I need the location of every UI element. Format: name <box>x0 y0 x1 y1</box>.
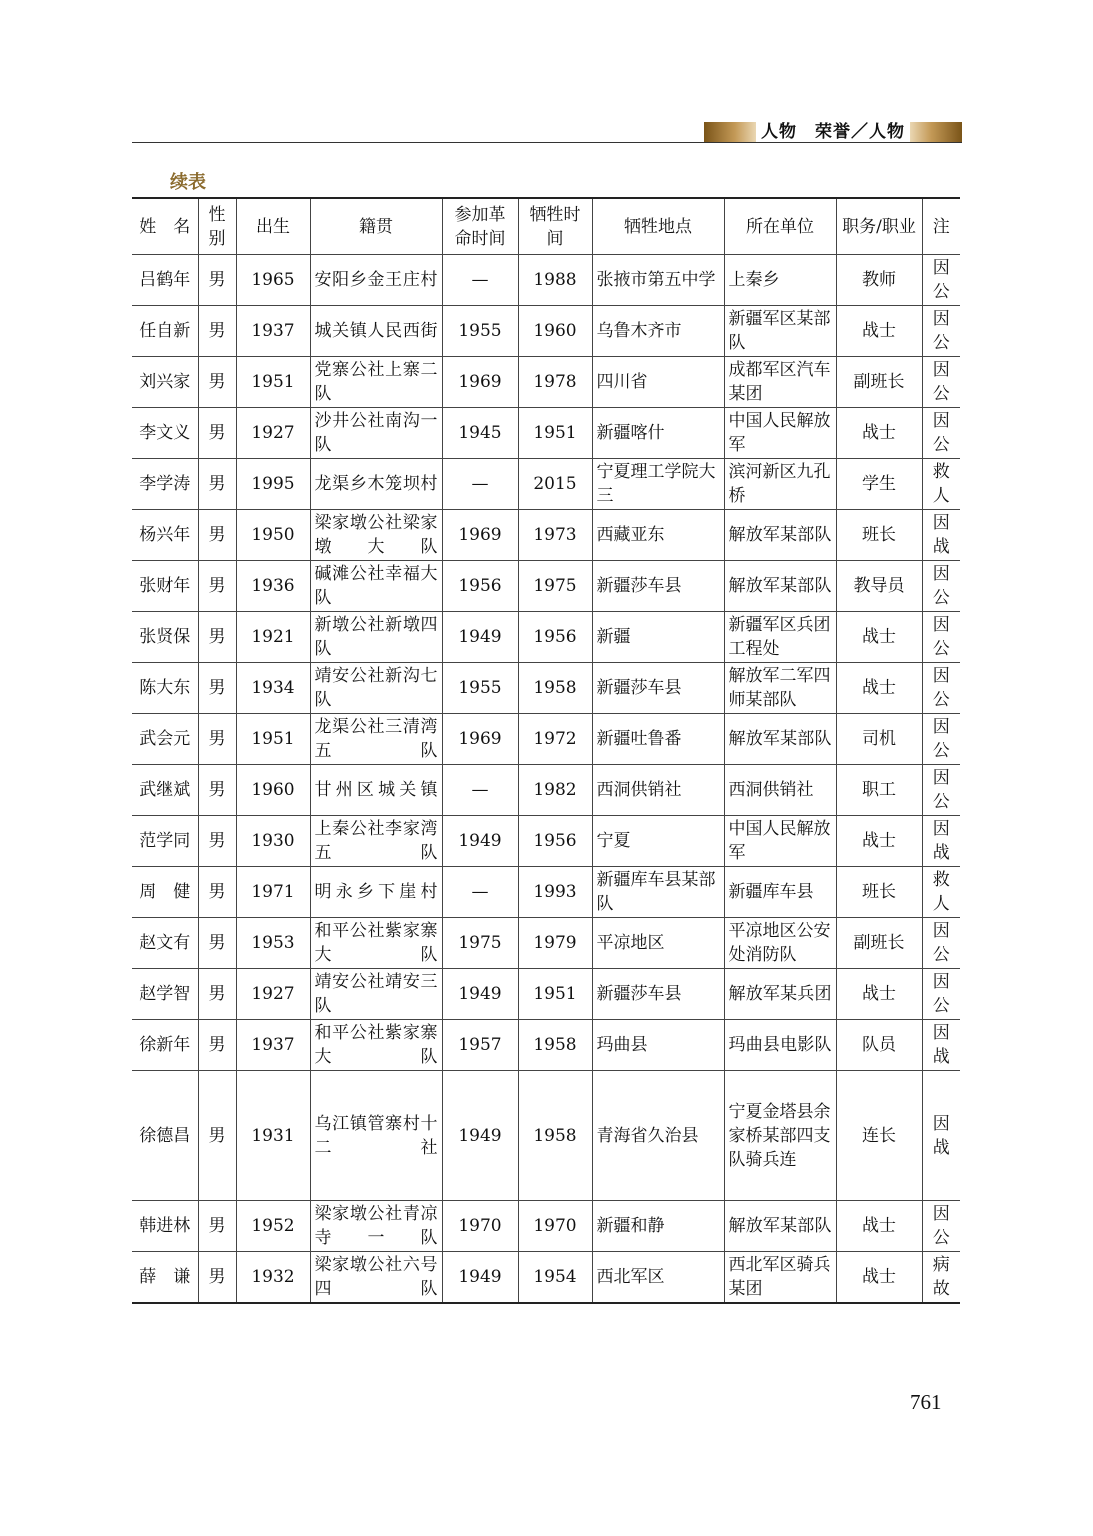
cell-birth-year: 1965 <box>236 255 310 306</box>
cell-name: 吕鹤年 <box>132 255 198 306</box>
cell-name: 赵文有 <box>132 918 198 969</box>
cell-position: 教导员 <box>836 561 922 612</box>
cell-gender: 男 <box>198 612 236 663</box>
cell-death-place: 新疆喀什 <box>592 408 724 459</box>
cell-unit: 解放军某部队 <box>724 1201 836 1252</box>
cell-death-year: 1958 <box>518 1020 592 1071</box>
cell-birth-year: 1951 <box>236 714 310 765</box>
cell-name: 薛 谦 <box>132 1252 198 1304</box>
cell-death-place: 乌鲁木齐市 <box>592 306 724 357</box>
table-row <box>132 1252 960 1304</box>
cell-join-year: 1949 <box>442 612 518 663</box>
cell-note: 因战 <box>922 510 960 561</box>
cell-native-place: 上秦公社李家湾五队 <box>310 816 442 867</box>
cell-join-year: — <box>442 765 518 816</box>
cell-position: 战士 <box>836 1201 922 1252</box>
cell-birth-year: 1960 <box>236 765 310 816</box>
table-row <box>132 765 960 816</box>
cell-join-year: 1949 <box>442 1071 518 1201</box>
table-row <box>132 1020 960 1071</box>
cell-birth-year: 1931 <box>236 1071 310 1201</box>
cell-death-year: 1973 <box>518 510 592 561</box>
cell-note: 因公 <box>922 1201 960 1252</box>
cell-unit: 西北军区骑兵某团 <box>724 1252 836 1304</box>
cell-join-year: 1949 <box>442 1252 518 1304</box>
cell-death-year: 1972 <box>518 714 592 765</box>
cell-join-year: 1955 <box>442 663 518 714</box>
cell-native-place: 龙渠公社三清湾五队 <box>310 714 442 765</box>
cell-native-place: 龙渠乡木笼坝村 <box>310 459 442 510</box>
table-row <box>132 408 960 459</box>
cell-unit: 宁夏金塔县余家桥某部四支队骑兵连 <box>724 1071 836 1201</box>
cell-gender: 男 <box>198 408 236 459</box>
column-header: 注 <box>922 198 960 255</box>
cell-unit: 解放军某兵团 <box>724 969 836 1020</box>
cell-name: 张贤保 <box>132 612 198 663</box>
table-row <box>132 1071 960 1201</box>
cell-unit: 新疆军区兵团工程处 <box>724 612 836 663</box>
cell-death-place: 新疆莎车县 <box>592 561 724 612</box>
cell-name: 李文义 <box>132 408 198 459</box>
table-row <box>132 1201 960 1252</box>
cell-position: 班长 <box>836 867 922 918</box>
table-row <box>132 663 960 714</box>
cell-join-year: — <box>442 459 518 510</box>
cell-position: 连长 <box>836 1071 922 1201</box>
cell-gender: 男 <box>198 714 236 765</box>
cell-unit: 成都军区汽车某团 <box>724 357 836 408</box>
cell-join-year: 1955 <box>442 306 518 357</box>
cell-gender: 男 <box>198 1252 236 1304</box>
cell-death-year: 1951 <box>518 408 592 459</box>
cell-unit: 新疆军区某部队 <box>724 306 836 357</box>
cell-death-place: 宁夏理工学院大三 <box>592 459 724 510</box>
cell-death-year: 1970 <box>518 1201 592 1252</box>
cell-join-year: 1949 <box>442 969 518 1020</box>
cell-name: 任自新 <box>132 306 198 357</box>
cell-unit: 玛曲县电影队 <box>724 1020 836 1071</box>
cell-gender: 男 <box>198 1020 236 1071</box>
cell-position: 教师 <box>836 255 922 306</box>
cell-name: 杨兴年 <box>132 510 198 561</box>
cell-native-place: 靖安公社新沟七队 <box>310 663 442 714</box>
cell-note: 因公 <box>922 714 960 765</box>
cell-position: 副班长 <box>836 357 922 408</box>
cell-native-place: 和平公社紫家寨大队 <box>310 1020 442 1071</box>
column-header: 牺牲地点 <box>592 198 724 255</box>
cell-name: 范学同 <box>132 816 198 867</box>
cell-death-year: 1988 <box>518 255 592 306</box>
cell-death-place: 新疆和静 <box>592 1201 724 1252</box>
cell-name: 陈大东 <box>132 663 198 714</box>
cell-gender: 男 <box>198 663 236 714</box>
cell-death-place: 四川省 <box>592 357 724 408</box>
cell-death-place: 新疆库车县某部队 <box>592 867 724 918</box>
cell-gender: 男 <box>198 867 236 918</box>
cell-birth-year: 1932 <box>236 1252 310 1304</box>
cell-join-year: 1956 <box>442 561 518 612</box>
cell-native-place: 党寨公社上寨二队 <box>310 357 442 408</box>
cell-position: 战士 <box>836 969 922 1020</box>
cell-gender: 男 <box>198 969 236 1020</box>
cell-unit: 新疆库车县 <box>724 867 836 918</box>
cell-gender: 男 <box>198 816 236 867</box>
cell-death-year: 1956 <box>518 612 592 663</box>
cell-death-year: 1960 <box>518 306 592 357</box>
cell-native-place: 城关镇人民西街 <box>310 306 442 357</box>
cell-death-place: 新疆吐鲁番 <box>592 714 724 765</box>
cell-native-place: 甘州区城关镇 <box>310 765 442 816</box>
cell-birth-year: 1936 <box>236 561 310 612</box>
cell-position: 战士 <box>836 612 922 663</box>
cell-birth-year: 1951 <box>236 357 310 408</box>
cell-death-place: 西北军区 <box>592 1252 724 1304</box>
table-row <box>132 867 960 918</box>
cell-death-year: 1993 <box>518 867 592 918</box>
running-header <box>132 122 962 142</box>
cell-death-place: 青海省久治县 <box>592 1071 724 1201</box>
cell-unit: 上秦乡 <box>724 255 836 306</box>
cell-position: 职工 <box>836 765 922 816</box>
cell-position: 战士 <box>836 408 922 459</box>
cell-position: 战士 <box>836 306 922 357</box>
continued-label: 续表 <box>170 172 206 193</box>
cell-note: 救人 <box>922 459 960 510</box>
cell-name: 武会元 <box>132 714 198 765</box>
cell-death-year: 1979 <box>518 918 592 969</box>
cell-native-place: 靖安公社靖安三队 <box>310 969 442 1020</box>
cell-gender: 男 <box>198 510 236 561</box>
cell-native-place: 梁家墩公社六号四队 <box>310 1252 442 1304</box>
cell-native-place: 和平公社紫家寨大队 <box>310 918 442 969</box>
page-number: 761 <box>910 1390 942 1414</box>
cell-native-place: 安阳乡金王庄村 <box>310 255 442 306</box>
cell-death-place: 新疆 <box>592 612 724 663</box>
cell-death-year: 2015 <box>518 459 592 510</box>
cell-name: 周 健 <box>132 867 198 918</box>
cell-unit: 解放军某部队 <box>724 561 836 612</box>
cell-gender: 男 <box>198 918 236 969</box>
cell-birth-year: 1934 <box>236 663 310 714</box>
column-header: 牺牲时间 <box>518 198 592 255</box>
cell-note: 因战 <box>922 816 960 867</box>
cell-birth-year: 1927 <box>236 969 310 1020</box>
cell-position: 队员 <box>836 1020 922 1071</box>
cell-position: 司机 <box>836 714 922 765</box>
cell-birth-year: 1952 <box>236 1201 310 1252</box>
cell-death-place: 张掖市第五中学 <box>592 255 724 306</box>
cell-name: 武继斌 <box>132 765 198 816</box>
cell-death-year: 1956 <box>518 816 592 867</box>
cell-death-place: 玛曲县 <box>592 1020 724 1071</box>
martyrs-table <box>132 197 960 1304</box>
cell-position: 学生 <box>836 459 922 510</box>
cell-join-year: 1970 <box>442 1201 518 1252</box>
cell-note: 因公 <box>922 612 960 663</box>
table-row <box>132 714 960 765</box>
cell-unit: 中国人民解放军 <box>724 816 836 867</box>
cell-position: 副班长 <box>836 918 922 969</box>
table-row <box>132 816 960 867</box>
cell-birth-year: 1927 <box>236 408 310 459</box>
cell-native-place: 沙井公社南沟一队 <box>310 408 442 459</box>
cell-name: 李学涛 <box>132 459 198 510</box>
cell-unit: 中国人民解放军 <box>724 408 836 459</box>
table-row <box>132 255 960 306</box>
cell-unit: 平凉地区公安处消防队 <box>724 918 836 969</box>
table-row <box>132 918 960 969</box>
cell-join-year: 1975 <box>442 918 518 969</box>
column-header: 参加革命时间 <box>442 198 518 255</box>
cell-birth-year: 1930 <box>236 816 310 867</box>
cell-position: 战士 <box>836 663 922 714</box>
cell-position: 班长 <box>836 510 922 561</box>
cell-gender: 男 <box>198 459 236 510</box>
cell-death-year: 1978 <box>518 357 592 408</box>
header-decoration-left <box>704 122 756 142</box>
cell-death-place: 新疆莎车县 <box>592 969 724 1020</box>
cell-join-year: 1969 <box>442 510 518 561</box>
column-header: 所在单位 <box>724 198 836 255</box>
cell-native-place: 明永乡下崖村 <box>310 867 442 918</box>
cell-note: 因公 <box>922 255 960 306</box>
cell-death-place: 西洞供销社 <box>592 765 724 816</box>
cell-death-year: 1958 <box>518 663 592 714</box>
cell-unit: 解放军二军四师某部队 <box>724 663 836 714</box>
cell-native-place: 梁家墩公社青凉寺一队 <box>310 1201 442 1252</box>
cell-birth-year: 1937 <box>236 306 310 357</box>
cell-note: 因公 <box>922 918 960 969</box>
table-row <box>132 357 960 408</box>
cell-join-year: 1969 <box>442 714 518 765</box>
cell-name: 张财年 <box>132 561 198 612</box>
running-header-title: 人物 荣誉／人物 <box>761 122 905 142</box>
cell-death-year: 1982 <box>518 765 592 816</box>
cell-gender: 男 <box>198 306 236 357</box>
cell-native-place: 梁家墩公社梁家墩大队 <box>310 510 442 561</box>
cell-death-place: 新疆莎车县 <box>592 663 724 714</box>
column-header: 职务/职业 <box>836 198 922 255</box>
table-row <box>132 510 960 561</box>
cell-unit: 解放军某部队 <box>724 510 836 561</box>
cell-birth-year: 1921 <box>236 612 310 663</box>
cell-note: 因公 <box>922 663 960 714</box>
cell-birth-year: 1971 <box>236 867 310 918</box>
header-decoration-right <box>910 122 962 142</box>
cell-name: 韩进林 <box>132 1201 198 1252</box>
table-row <box>132 969 960 1020</box>
cell-join-year: — <box>442 255 518 306</box>
cell-position: 战士 <box>836 816 922 867</box>
table-body <box>132 255 960 1304</box>
cell-join-year: — <box>442 867 518 918</box>
header-rule <box>132 142 962 143</box>
cell-death-year: 1951 <box>518 969 592 1020</box>
cell-native-place: 碱滩公社幸福大队 <box>310 561 442 612</box>
cell-gender: 男 <box>198 357 236 408</box>
column-header: 籍贯 <box>310 198 442 255</box>
cell-note: 病故 <box>922 1252 960 1304</box>
cell-birth-year: 1950 <box>236 510 310 561</box>
cell-join-year: 1969 <box>442 357 518 408</box>
cell-note: 因战 <box>922 1020 960 1071</box>
cell-birth-year: 1995 <box>236 459 310 510</box>
column-header: 出生 <box>236 198 310 255</box>
cell-name: 刘兴家 <box>132 357 198 408</box>
cell-name: 徐德昌 <box>132 1071 198 1201</box>
cell-death-place: 宁夏 <box>592 816 724 867</box>
table-row <box>132 561 960 612</box>
cell-death-year: 1975 <box>518 561 592 612</box>
cell-join-year: 1949 <box>442 816 518 867</box>
table-row <box>132 612 960 663</box>
cell-gender: 男 <box>198 1201 236 1252</box>
cell-note: 因公 <box>922 408 960 459</box>
table-header-row <box>132 198 960 255</box>
cell-note: 因公 <box>922 561 960 612</box>
cell-name: 赵学智 <box>132 969 198 1020</box>
cell-gender: 男 <box>198 561 236 612</box>
cell-note: 因公 <box>922 357 960 408</box>
cell-birth-year: 1937 <box>236 1020 310 1071</box>
cell-note: 因战 <box>922 1071 960 1201</box>
cell-gender: 男 <box>198 1071 236 1201</box>
cell-death-year: 1954 <box>518 1252 592 1304</box>
cell-join-year: 1945 <box>442 408 518 459</box>
cell-note: 因公 <box>922 306 960 357</box>
cell-death-place: 平凉地区 <box>592 918 724 969</box>
column-header: 性别 <box>198 198 236 255</box>
cell-native-place: 乌江镇管寨村十二社 <box>310 1071 442 1201</box>
cell-death-place: 西藏亚东 <box>592 510 724 561</box>
cell-note: 因公 <box>922 765 960 816</box>
cell-gender: 男 <box>198 255 236 306</box>
cell-name: 徐新年 <box>132 1020 198 1071</box>
table-row <box>132 459 960 510</box>
cell-death-year: 1958 <box>518 1071 592 1201</box>
cell-native-place: 新墩公社新墩四队 <box>310 612 442 663</box>
cell-position: 战士 <box>836 1252 922 1304</box>
cell-unit: 滨河新区九孔桥 <box>724 459 836 510</box>
cell-birth-year: 1953 <box>236 918 310 969</box>
cell-unit: 解放军某部队 <box>724 714 836 765</box>
cell-note: 救人 <box>922 867 960 918</box>
column-header: 姓 名 <box>132 198 198 255</box>
cell-join-year: 1957 <box>442 1020 518 1071</box>
cell-gender: 男 <box>198 765 236 816</box>
cell-unit: 西洞供销社 <box>724 765 836 816</box>
table-row <box>132 306 960 357</box>
cell-note: 因公 <box>922 969 960 1020</box>
